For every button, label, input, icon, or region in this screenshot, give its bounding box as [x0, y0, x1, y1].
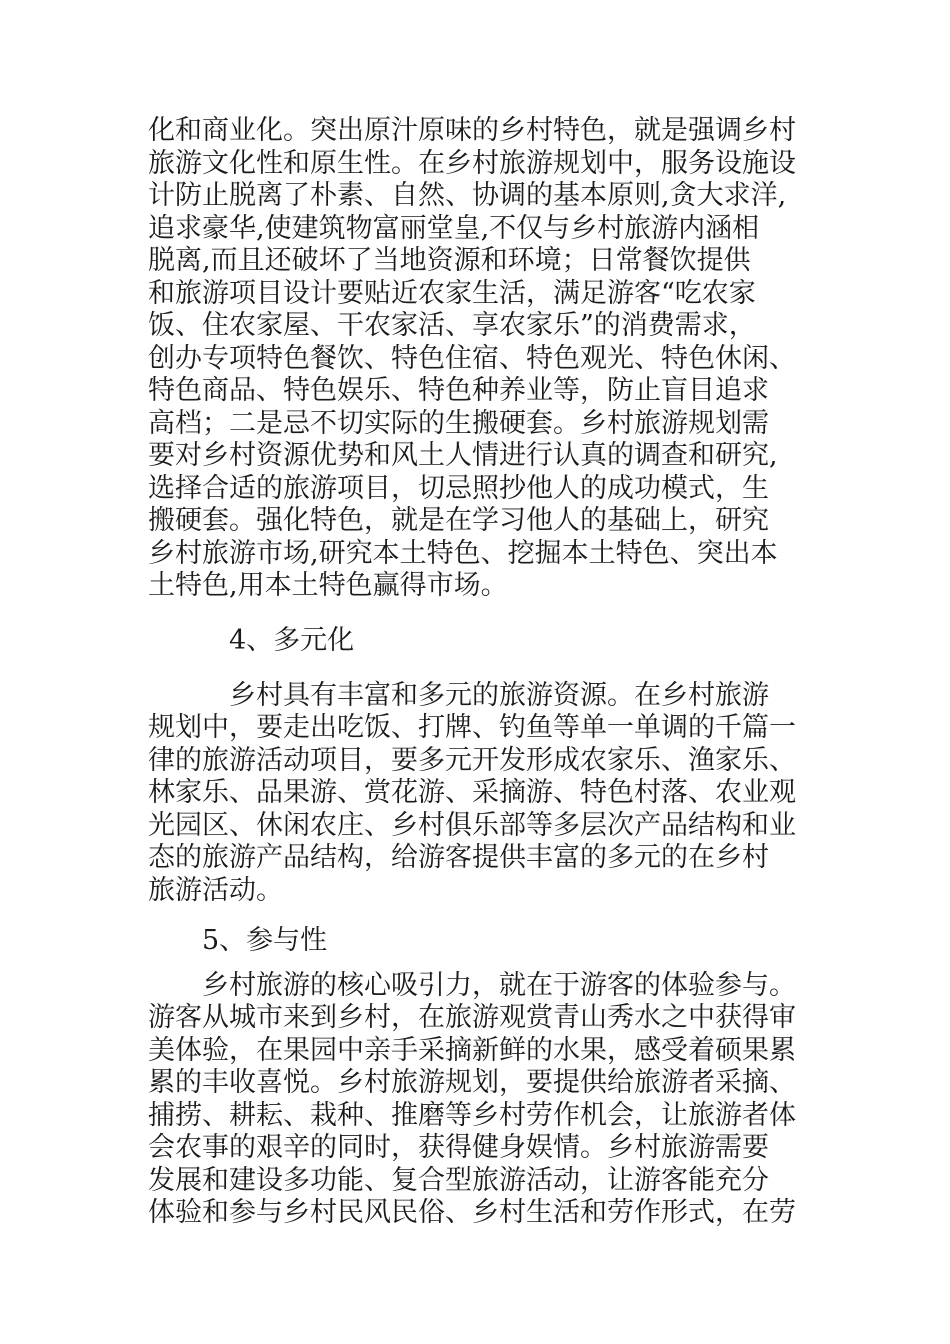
text-line: 累的丰收喜悦。乡村旅游规划，要提供给旅游者采摘、 [148, 1067, 796, 1098]
text-line: 规划中，要走出吃饭、打牌、钓鱼等单一单调的千篇一 [148, 712, 796, 743]
text-line: 创办专项特色餐饮、特色住宿、特色观光、特色休闲、 [148, 343, 796, 374]
text-line: 饭、住农家屋、干农家活、享农家乐”的消费需求， [148, 310, 756, 341]
text-line: 乡村旅游的核心吸引力，就在于游客的体验参与。 [202, 970, 796, 1001]
text-line: 选择合适的旅游项目，切忌照抄他人的成功模式，生 [148, 473, 769, 504]
text-line: 会农事的艰辛的同时，获得健身娱情。乡村旅游需要 [148, 1132, 769, 1163]
text-line: 脱离,而且还破坏了当地资源和环境；日常餐饮提供 [148, 245, 751, 276]
text-line: 特色商品、特色娱乐、特色种养业等，防止盲目追求 [148, 375, 769, 406]
section-heading-5: 5、参与性 [202, 925, 328, 956]
section-heading-4: 4、多元化 [229, 625, 355, 656]
text-line: 要对乡村资源优势和风土人情进行认真的调查和研究, [148, 440, 778, 471]
text-line: 高档；二是忌不切实际的生搬硬套。乡村旅游规划需 [148, 408, 769, 439]
text-line: 捕捞、耕耘、栽种、推磨等乡村劳作机会，让旅游者体 [148, 1100, 796, 1131]
text-line: 态的旅游产品结构，给游客提供丰富的多元的在乡村 [148, 842, 769, 873]
text-line: 体验和参与乡村民风民俗、乡村生活和劳作形式，在劳 [148, 1197, 796, 1228]
text-line: 律的旅游活动项目，要多元开发形成农家乐、渔家乐、 [148, 745, 796, 776]
text-line: 搬硬套。强化特色，就是在学习他人的基础上，研究 [148, 505, 769, 536]
text-line: 光园区、休闲农庄、乡村俱乐部等多层次产品结构和业 [148, 810, 796, 841]
text-line: 乡村旅游市场,研究本土特色、挖掘本土特色、突出本 [148, 538, 778, 569]
text-line: 林家乐、品果游、赏花游、采摘游、特色村落、农业观 [148, 777, 796, 808]
text-line: 旅游文化性和原生性。在乡村旅游规划中，服务设施设 [148, 148, 796, 179]
text-line: 旅游活动。 [148, 875, 283, 906]
text-line: 美体验，在果园中亲手采摘新鲜的水果，感受着硕果累 [148, 1035, 796, 1066]
text-line: 乡村具有丰富和多元的旅游资源。在乡村旅游 [229, 680, 769, 711]
text-line: 和旅游项目设计要贴近农家生活，满足游客“吃农家 [148, 278, 756, 309]
text-line: 化和商业化。突出原汁原味的乡村特色，就是强调乡村 [148, 115, 796, 146]
text-line: 追求豪华,使建筑物富丽堂皇,不仅与乡村旅游内涵相 [148, 213, 760, 244]
text-line: 土特色,用本土特色赢得市场。 [148, 570, 508, 601]
text-line: 计防止脱离了朴素、自然、协调的基本原则,贪大求洋, [148, 180, 787, 211]
text-line: 游客从城市来到乡村，在旅游观赏青山秀水之中获得审 [148, 1002, 796, 1033]
text-line: 发展和建设多功能、复合型旅游活动，让游客能充分 [148, 1165, 769, 1196]
